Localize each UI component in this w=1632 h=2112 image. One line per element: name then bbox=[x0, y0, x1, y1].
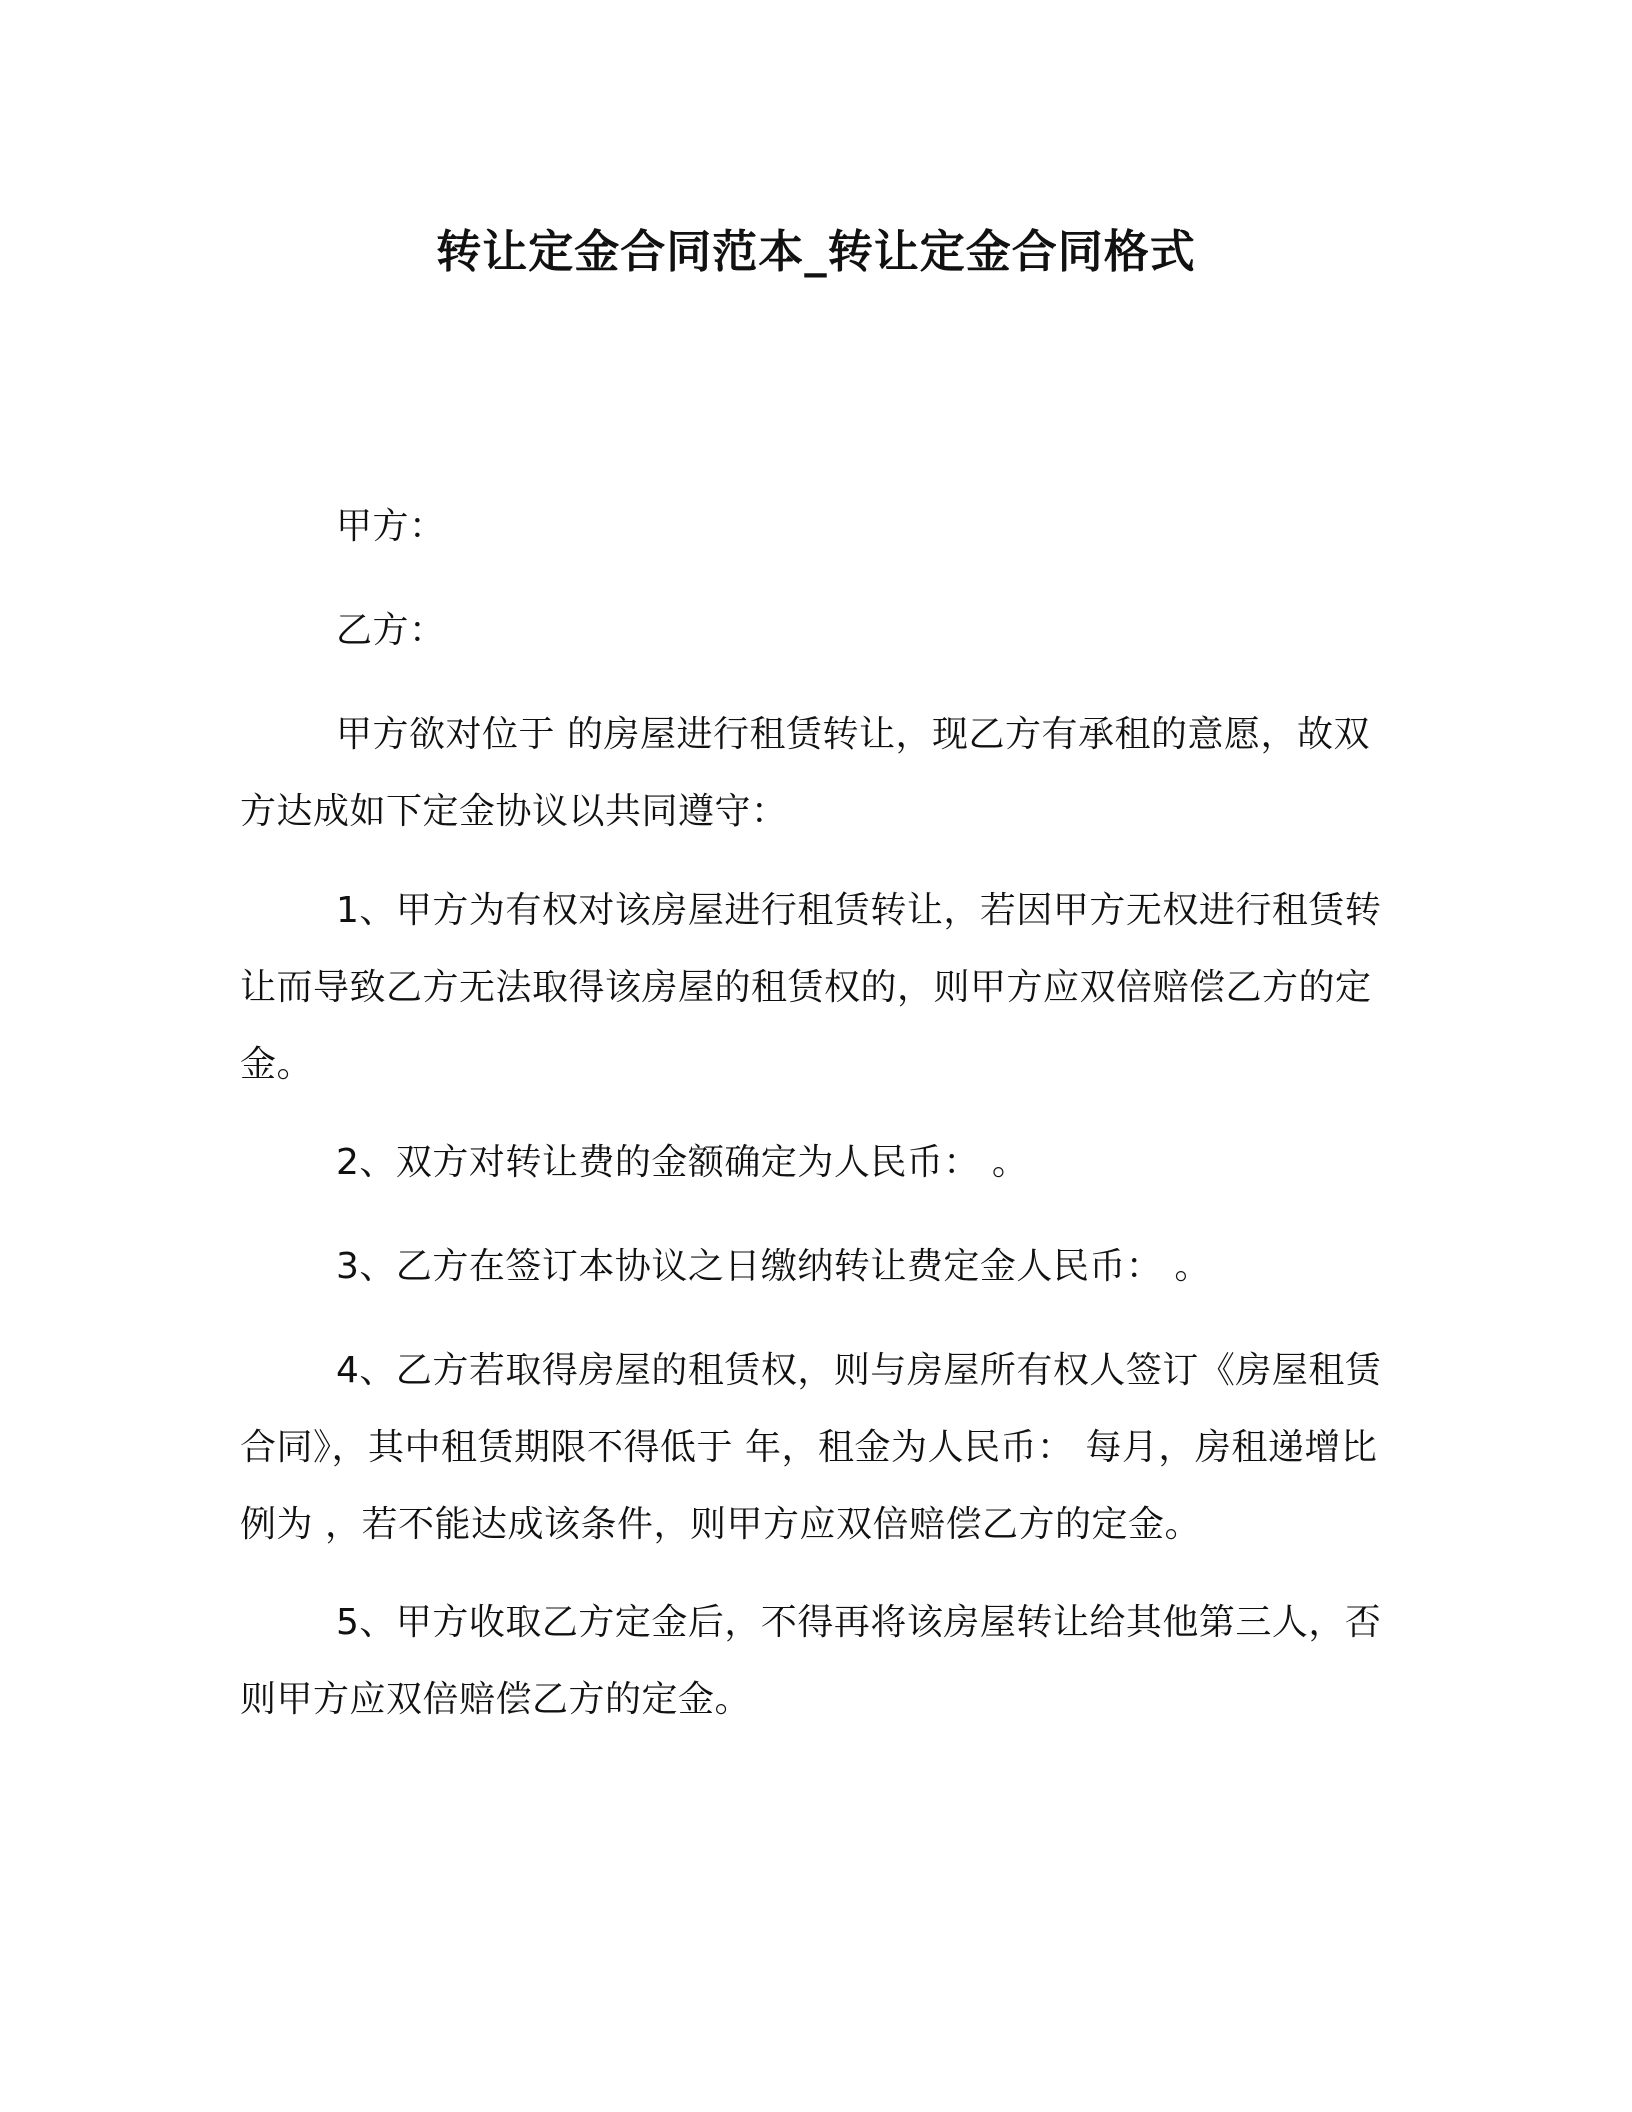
clause-2: 2、双方对转让费的金额确定为人民币： 。 bbox=[336, 1142, 1029, 1183]
clause-5: 5、甲方收取乙方定金后，不得再将该房屋转让给其他第三人，否则甲方应双倍赔偿乙方的定金。 bbox=[240, 1602, 1382, 1720]
clause-1: 1、甲方为有权对该房屋进行租赁转让，若因甲方无权进行租赁转让而导致乙方无法取得该房屋的租赁权的，则甲方应双倍赔偿乙方的定金。 bbox=[240, 890, 1382, 1085]
intro-paragraph: 甲方欲对位于 的房屋进行租赁转让，现乙方有承租的意愿，故双方达成如下定金协议以共同遵守： bbox=[240, 714, 1370, 832]
party-b-line: 乙方： bbox=[336, 610, 446, 651]
clause-3: 3、乙方在签订本协议之日缴纳转让费定金人民币： 。 bbox=[336, 1246, 1211, 1287]
party-a-line: 甲方： bbox=[336, 506, 446, 547]
document-title: 转让定金合同范本_转让定金合同格式 bbox=[436, 225, 1196, 278]
clause-4: 4、乙方若取得房屋的租赁权，则与房屋所有权人签订《房屋租赁合同》，其中租赁期限不得低于 年，租金为人民币： 每月，房租递增比例为 ，若不能达成该条件，则甲方应双倍赔偿乙方的定金。 bbox=[240, 1350, 1382, 1545]
